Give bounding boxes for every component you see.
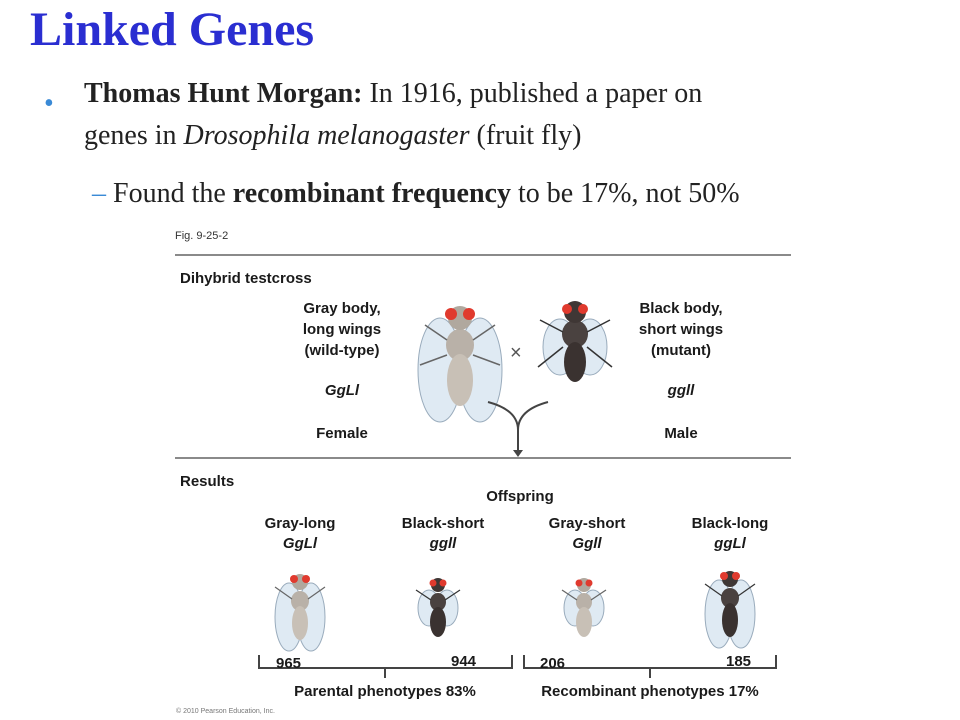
testcross-heading: Dihybrid testcross: [180, 270, 312, 287]
gray-short-offspring-fly-icon: [556, 572, 612, 644]
female-sex: Female: [316, 425, 368, 442]
male-line-1: Black body,: [639, 300, 723, 317]
offspring-1-count: 965: [276, 655, 302, 672]
male-sex: Male: [664, 425, 698, 442]
parental-phenotypes-label: Parental phenotypes 83%: [294, 683, 476, 700]
black-short-offspring-fly-icon: [410, 572, 466, 644]
sub-bullet-post: to be 17%, not 50%: [510, 178, 740, 209]
sub-bullet-bold: recombinant frequency: [232, 178, 511, 209]
cross-symbol: ×: [510, 342, 522, 364]
female-line-3: (wild-type): [304, 342, 380, 359]
bullet-line2-post: (fruit fly): [469, 120, 582, 151]
bullet-line2-pre: genes in: [84, 120, 184, 151]
offspring-2-phenotype: Black-short: [401, 515, 485, 532]
bullet-lead: Thomas Hunt Morgan:: [84, 78, 363, 109]
offspring-4-label: [670, 514, 790, 554]
offspring-3-genotype: Ggll: [572, 535, 602, 552]
sub-bullet-pre: Found the: [113, 178, 233, 209]
recombinant-phenotypes-label: Recombinant phenotypes 17%: [541, 683, 759, 700]
offspring-4-count: 185: [726, 653, 752, 670]
male-genotype: ggll: [667, 382, 695, 399]
sub-bullet-dash: –: [92, 178, 106, 209]
female-genotype: GgLl: [324, 382, 360, 399]
figure-mid-rule: [175, 457, 791, 459]
offspring-1-label: [240, 514, 360, 554]
female-line-2: long wings: [302, 321, 382, 338]
bullet-line1-text: In 1916, published a paper on: [362, 78, 703, 109]
offspring-1-genotype: GgLl: [282, 535, 318, 552]
offspring-3-label: [527, 514, 647, 554]
copyright-notice: © 2010 Pearson Education, Inc.: [176, 708, 275, 715]
bullet-dot: •: [44, 88, 54, 119]
female-line-1: Gray body,: [303, 300, 381, 317]
results-heading: Results: [180, 473, 235, 490]
offspring-3-count: 206: [540, 655, 566, 672]
figure-label: Fig. 9-25-2: [175, 230, 229, 242]
offspring-2-count: 944: [451, 653, 477, 670]
offspring-1-phenotype: Gray-long: [264, 515, 336, 532]
gray-long-offspring-fly-icon: [265, 565, 335, 655]
offspring-4-phenotype: Black-long: [691, 515, 769, 532]
offspring-3-phenotype: Gray-short: [548, 515, 626, 532]
offspring-2-label: [383, 514, 503, 554]
male-line-2: short wings: [638, 321, 724, 338]
black-long-offspring-fly-icon: [695, 562, 765, 652]
male-line-3: (mutant): [651, 342, 711, 359]
offspring-heading: Offspring: [486, 488, 554, 505]
offspring-4-genotype: ggLl: [714, 535, 746, 552]
offspring-2-genotype: ggll: [429, 535, 457, 552]
species-name: Drosophila melanogaster: [183, 120, 470, 151]
slide-title: Linked Genes: [30, 3, 315, 56]
